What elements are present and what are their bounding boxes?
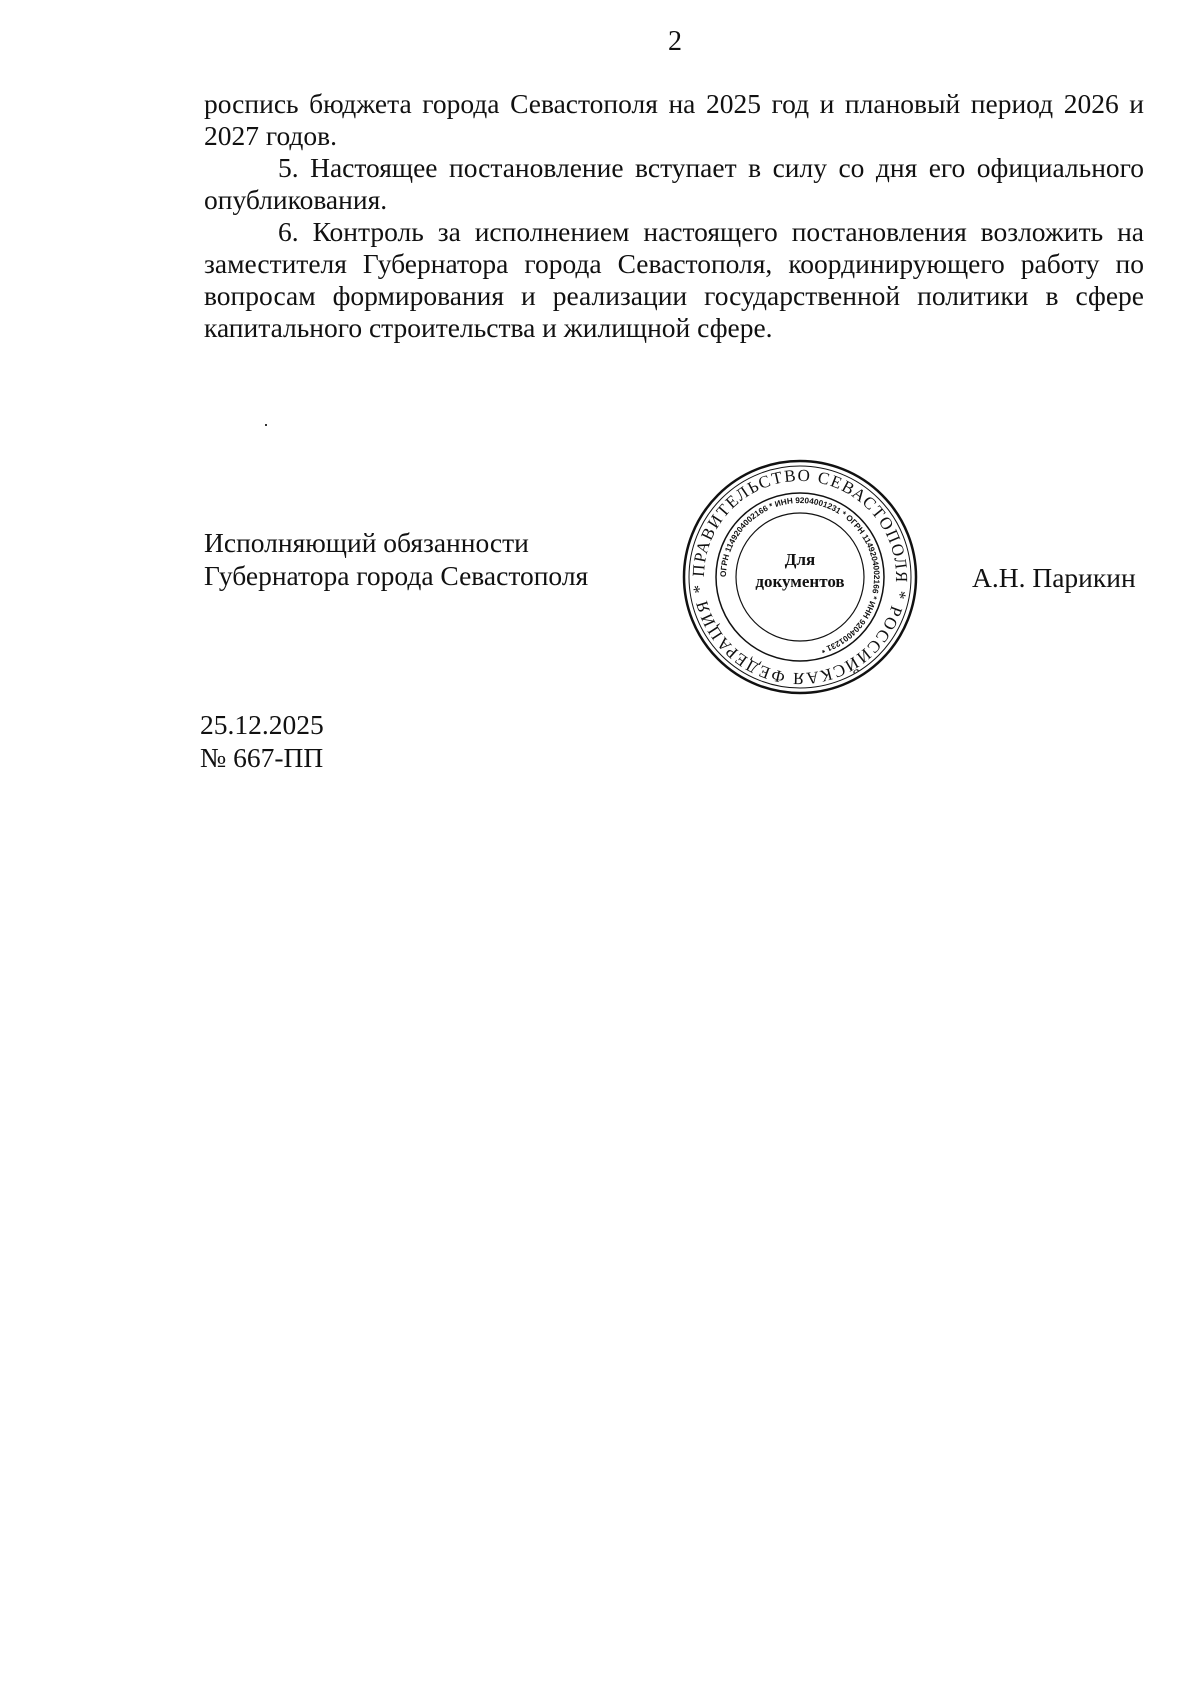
- seal-center-line2: документов: [755, 572, 845, 591]
- paragraph-6: 6. Контроль за исполнением настоящего постановления возложить на заместителя Губернатора города Севастополя, координирующего работу по вопросам формирования и реализации государственной политики в сфере капитального строительства и жилищной сфере.: [204, 216, 1144, 343]
- document-date: 25.12.2025: [200, 709, 324, 740]
- official-seal: [680, 457, 920, 697]
- scan-speck: [265, 424, 267, 426]
- signatory-title-line1: Исполняющий обязанности: [204, 527, 529, 558]
- paragraph-5: 5. Настоящее постановление вступает в силу со дня его официального опубликования.: [204, 152, 1144, 215]
- document-number: № 667-ПП: [200, 742, 324, 773]
- seal-center-line1: Для: [784, 550, 816, 569]
- seal-inner-text: ОГРН 1149204002166 * ИНН 9204001231 * ОГРН 1149204002166 * ИНН 9204001231 *: [718, 495, 882, 655]
- seal-outer-text: ПРАВИТЕЛЬСТВО СЕВАСТОПОЛЯ * РОССИЙСКАЯ ФЕДЕРАЦИЯ *: [688, 465, 912, 689]
- document-meta: [200, 708, 324, 774]
- page-number: 2: [668, 26, 682, 57]
- paragraph-continuation: роспись бюджета города Севастополя на 2025 год и плановый период 2026 и 2027 годов.: [204, 88, 1144, 151]
- document-body: [204, 88, 1144, 344]
- signatory-title: [204, 526, 588, 592]
- seal-center-text: [680, 549, 920, 593]
- signatory-name: А.Н. Парикин: [972, 562, 1136, 593]
- signatory-title-line2: Губернатора города Севастополя: [204, 560, 589, 591]
